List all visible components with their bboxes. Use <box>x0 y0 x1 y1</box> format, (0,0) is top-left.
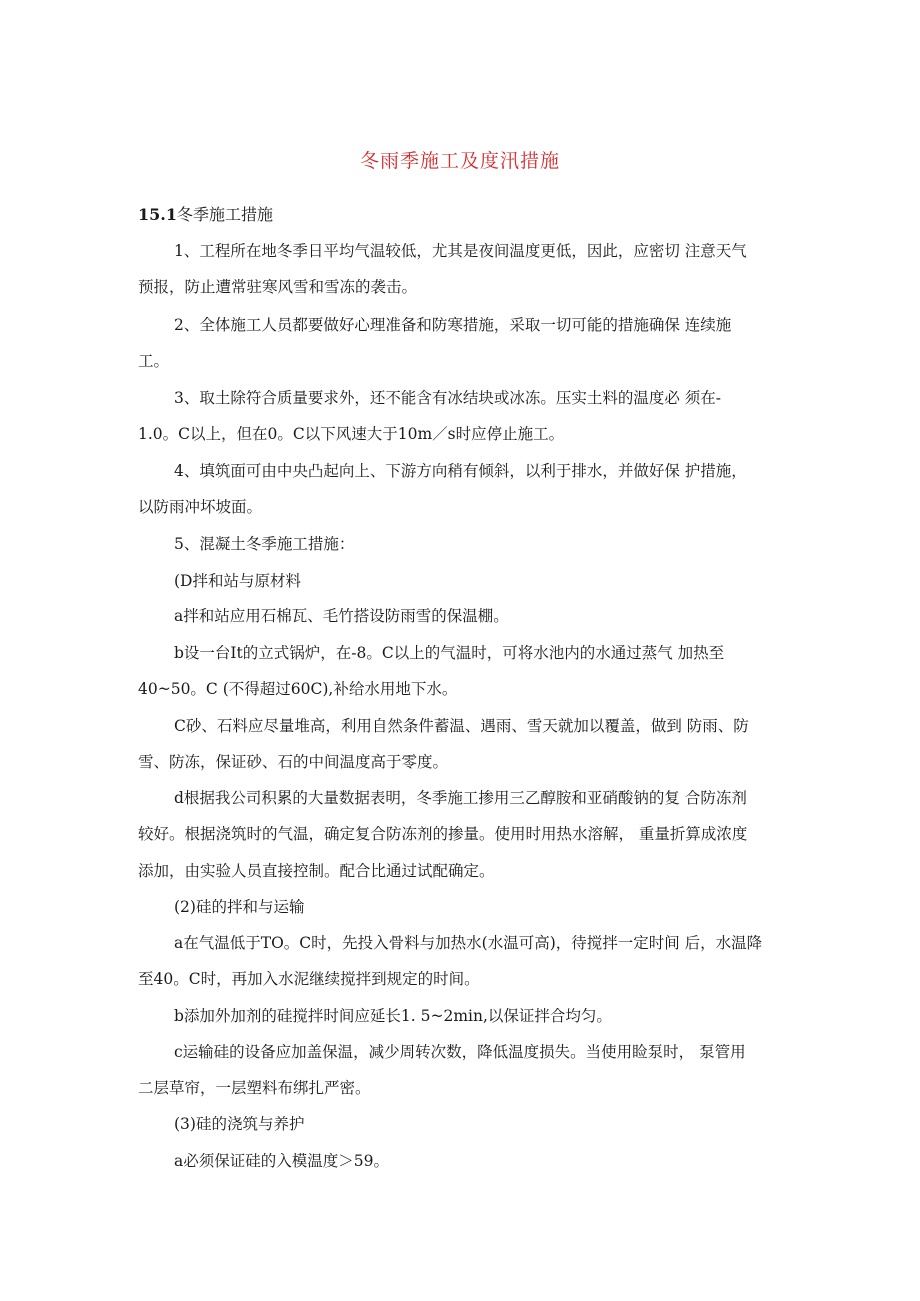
paragraph-line: (D拌和站与原材料 <box>174 572 301 590</box>
section-heading <box>138 202 273 225</box>
paragraph-line: 1、工程所在地冬季日平均气温较低，尤其是夜间温度更低，因此，应密切 注意天气 <box>174 242 747 260</box>
paragraph-line: 预报，防止遭常驻寒风雪和雪冻的袭击。 <box>138 278 418 296</box>
paragraph-line: C砂、石料应尽量堆高，利用自然条件蓄温、遇雨、雪天就加以覆盖，做到 防雨、防 <box>174 717 749 735</box>
paragraph-line: d根据我公司积累的大量数据表明，冬季施工掺用三乙醇胺和亚硝酸钠的复 合防冻剂 <box>174 789 747 807</box>
paragraph-line: (2)硅的拌和与运输 <box>174 898 305 916</box>
paragraph-line: 1.0。C以上，但在0。C以下风速大于10m／s时应停止施工。 <box>138 425 565 443</box>
paragraph-line: b设一台It的立式锅炉，在-8。C以上的气温时，可将水池内的水通过蒸气 加热至 <box>174 644 725 662</box>
paragraph-line: 二层草帘，一层塑料布绑扎严密。 <box>138 1079 371 1097</box>
paragraph-line: 5、混凝土冬季施工措施： <box>174 535 355 553</box>
paragraph-line: a在气温低于TO。C时，先投入骨料与加热水(水温可高)，待搅拌一定时间 后，水温降 <box>174 934 763 952</box>
paragraph-line: a拌和站应用石棉瓦、毛竹搭设防雨雪的保温棚。 <box>174 607 509 625</box>
paragraph-line: 以防雨冲坏坡面。 <box>138 498 263 516</box>
paragraph-line: 2、全体施工人员都要做好心理准备和防寒措施，采取一切可能的措施确保 连续施 <box>174 316 732 334</box>
paragraph-line: 至40。C时，再加入水泥继续搅拌到规定的时间。 <box>138 970 480 988</box>
section-label: 冬季施工措施 <box>176 205 273 224</box>
paragraph-line: a必须保证硅的入模温度＞59。 <box>174 1152 389 1170</box>
paragraph-line: 3、取土除符合质量要求外，还不能含有冰结块或冰冻。压实土料的温度必 须在- <box>174 389 722 407</box>
section-number: 15.1 <box>138 205 177 224</box>
paragraph-line: (3)硅的浇筑与养护 <box>174 1115 305 1133</box>
paragraph-line: 较好。根据浇筑时的气温，确定复合防冻剂的掺量。使用时用热水溶解， 重量折算成浓度 <box>138 825 748 843</box>
paragraph-line: b添加外加剂的硅搅拌时间应延长1. 5~2min,以保证拌合均匀。 <box>174 1007 612 1025</box>
paragraph-line: 40~50。C (不得超过60C),补给水用地下水。 <box>138 680 458 698</box>
paragraph-line: 4、填筑面可由中央凸起向上、下游方向稍有倾斜，以利于排水，并做好保 护措施， <box>174 462 747 480</box>
paragraph-line: 工。 <box>138 352 170 370</box>
paragraph-line: c运输硅的设备应加盖保温，减少周转次数，降低温度损失。当使用睑泵时， 泵管用 <box>174 1043 746 1061</box>
page-title: 冬雨季施工及度汛措施 <box>359 150 560 172</box>
paragraph-line: 雪、防冻，保证砂、石的中间温度高于零度。 <box>138 753 449 771</box>
paragraph-line: 添加，由实验人员直接控制。配合比通过试配确定。 <box>138 862 495 880</box>
